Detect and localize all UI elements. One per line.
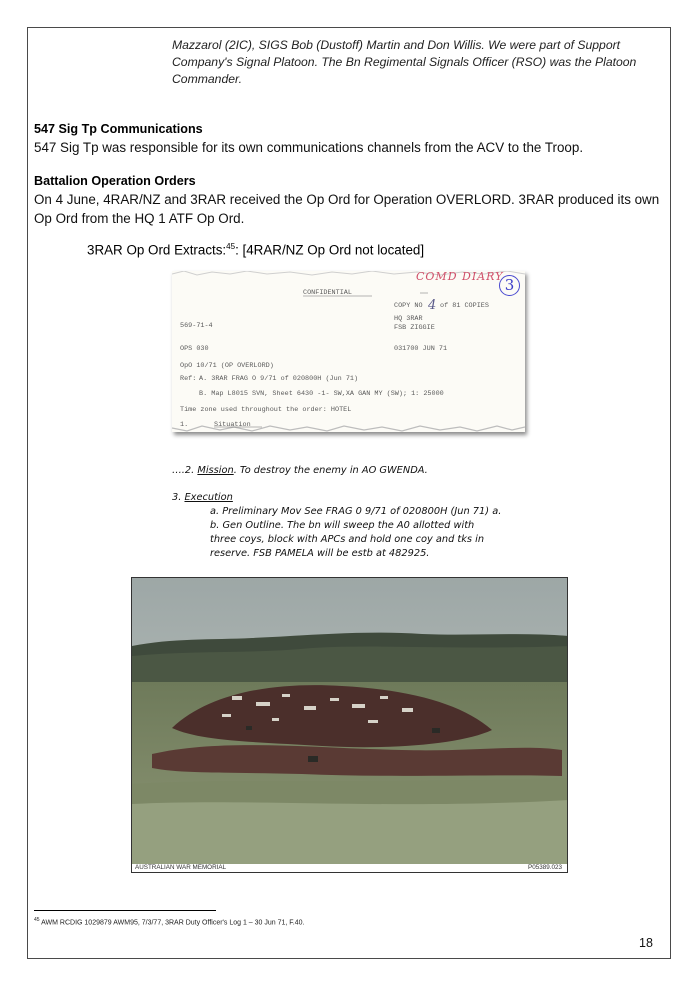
footnote <box>34 917 304 926</box>
execution-prefix: 3. <box>172 492 185 503</box>
doc-handwritten-note: COMD DIARY <box>416 271 504 283</box>
doc-opo: OpO 10/71 (OP OVERLORD) <box>180 362 274 370</box>
op-ord-scan <box>172 271 525 432</box>
doc-ops: OPS 030 <box>180 345 209 353</box>
extracts-note: : [4RAR/NZ Op Ord not located] <box>235 242 425 258</box>
section-body-op-orders: On 4 June, 4RAR/NZ and 3RAR received the Op Ord for Operation OVERLORD. 3RAR produced its own Op Ord from the HQ 1 ATF Op Ord. <box>34 192 660 226</box>
doc-ref-b: B. Map L8015 SVN, Sheet 6430 -1- SW,XA GAN MY (SW); 1: 25000 <box>199 390 444 398</box>
page-number: 18 <box>639 936 653 950</box>
fsb-photograph <box>131 577 568 873</box>
doc-time-zone: Time zone used throughout the order: HOTEL <box>180 406 352 414</box>
doc-ref-a: A. 3RAR FRAG O 9/71 of 020800H (Jun 71) <box>199 375 359 383</box>
landscape-photo <box>132 578 568 873</box>
photo-caption-source: AUSTRALIAN WAR MEMORIAL <box>135 864 227 871</box>
footnote-divider <box>34 910 216 911</box>
execution-line: b. Gen Outline. The bn will sweep the A0 allotted with <box>210 520 475 531</box>
doc-item1-num: 1. <box>180 421 189 429</box>
doc-copy-handwritten: 4 <box>428 298 437 313</box>
mission-text: . To destroy the enemy in AO GWENDA. <box>233 465 428 476</box>
doc-ref-number: 569-71-4 <box>180 322 213 330</box>
doc-dtg: 031700 JUN 71 <box>394 345 448 353</box>
execution-line: a. Preliminary Mov See FRAG 0 9/71 of 020800H (Jun 71) a. <box>210 506 502 517</box>
footnote-number: 45 <box>34 917 40 923</box>
doc-hq-line2: FSB ZIGGIE <box>394 324 435 332</box>
footnote-text: AWM RCDIG 1029879 AWM95, 7/3/77, 3RAR Duty Officer's Log 1 – 30 Jun 71, F.40. <box>39 919 305 927</box>
extracts-label: 3RAR Op Ord Extracts: <box>87 242 227 258</box>
section-body-sig-tp: 547 Sig Tp was responsible for its own communications channels from the ACV to the Troop. <box>34 140 584 155</box>
doc-copy-no: COPY NO <box>394 302 423 310</box>
doc-ref-label: Ref: <box>180 375 197 383</box>
photo-caption-id: P05389.023 <box>528 864 562 871</box>
doc-item1-title: Situation <box>214 421 251 429</box>
mission-line <box>172 465 428 476</box>
section-heading-op-orders: Battalion Operation Orders <box>34 174 196 188</box>
execution-line: three coys, block with APCs and hold one coy and tks in <box>210 534 485 545</box>
execution-label: Execution <box>184 492 233 503</box>
mission-label: Mission <box>197 465 234 476</box>
doc-hq-line1: HQ 3RAR <box>394 315 423 323</box>
footnote-ref: 45 <box>226 242 236 251</box>
doc-handwritten-circled: 3 <box>499 275 520 296</box>
mission-prefix: ….2. <box>172 465 198 476</box>
section-heading-sig-tp: 547 Sig Tp Communications <box>34 122 203 136</box>
doc-classification: CONFIDENTIAL <box>303 289 352 297</box>
extracts-line <box>87 242 424 257</box>
execution-line: reserve. FSB PAMELA will be estb at 482925. <box>210 548 430 559</box>
intro-paragraph: Mazzarol (2IC), SIGS Bob (Dustoff) Martin and Don Willis. We were part of Support Company's Signal Platoon. The Bn Regimental Signals Officer (RSO) was the Platoon Commander. <box>172 38 637 86</box>
doc-copy-total: of 81 COPIES <box>440 302 489 310</box>
execution-heading <box>172 492 233 503</box>
